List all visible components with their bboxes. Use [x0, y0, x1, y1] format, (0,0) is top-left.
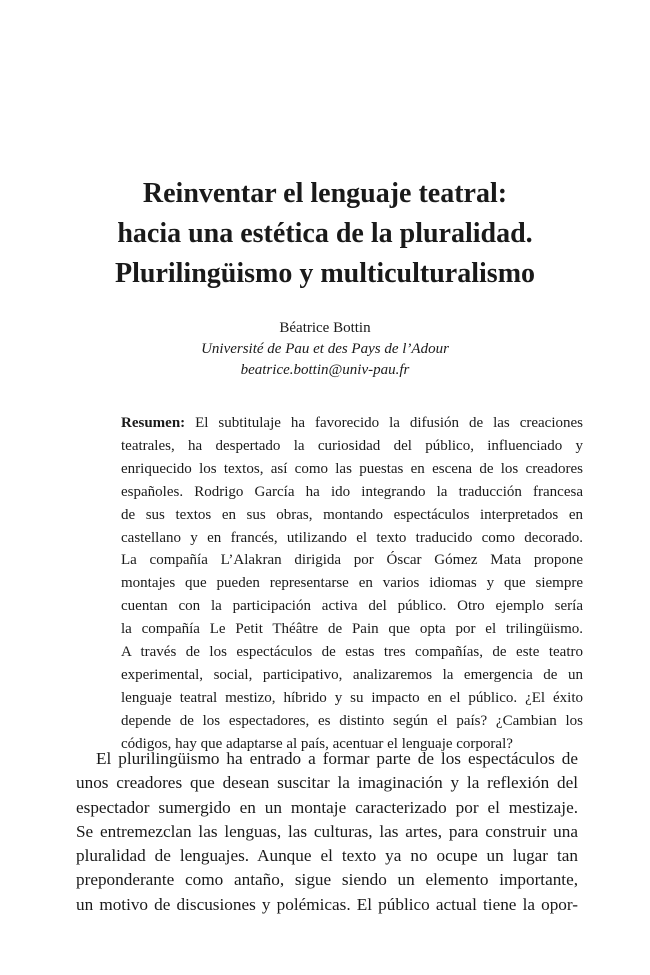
title-line-3: Plurilingüismo y multiculturalismo — [114, 258, 536, 289]
abstract-line: lenguaje teatral mestizo, híbrido y su impacto en el público. ¿El éxito — [121, 689, 583, 706]
article-title — [60, 174, 590, 294]
abstract-line: depende de los espectadores, es distinto según el país? ¿Cambian los — [121, 712, 583, 729]
abstract-line: montajes que pueden representarse en varios idiomas y que siempre — [121, 575, 583, 592]
body-line: un motivo de discusiones y polémicas. El público actual tiene la opor- — [76, 894, 578, 914]
abstract-line: experimental, social, participativo, analizaremos la emergencia de un — [121, 666, 583, 683]
author-affiliation: Université de Pau et des Pays de l’Adour — [201, 341, 449, 357]
abstract-line — [121, 412, 583, 435]
author-name: Béatrice Bottin — [279, 320, 371, 336]
abstract — [121, 412, 583, 756]
title-line-2: hacia una estética de la pluralidad. — [117, 218, 533, 249]
abstract-line: códigos, hay que adaptarse al país, acentuar el lenguaje corporal? — [121, 735, 513, 752]
abstract-line: teatrales, ha despertado la curiosidad del público, influenciado y — [121, 437, 583, 454]
title-line-1: Reinventar el lenguaje teatral: — [142, 178, 508, 209]
body-line: pluralidad de lenguajes. Aunque el texto ya no ocupe un lugar tan — [76, 846, 578, 866]
abstract-label: Resumen: — [121, 415, 186, 431]
body-line: preponderante como antaño, sigue siendo un elemento importante, — [76, 870, 578, 890]
author-email: beatrice.bottin@univ-pau.fr — [240, 362, 410, 378]
body-line: unos creadores que desean suscitar la imaginación y la reflexión del — [76, 773, 578, 793]
abstract-line-text: El subtitulaje ha favorecido la difusión de las creaciones — [185, 415, 583, 431]
author-block — [60, 318, 590, 381]
abstract-line: de sus textos en sus obras, montando espectáculos interpretados en — [121, 506, 583, 523]
body-line: El plurilingüismo ha entrado a formar parte de los espectáculos de — [96, 749, 578, 768]
abstract-line: castellano y en francés, utilizando el texto traducido como decorado. — [121, 529, 583, 546]
body-line: espectador sumergido en un montaje caracterizado por el mestizaje. — [76, 797, 578, 817]
body-paragraph — [76, 747, 578, 917]
abstract-line: españoles. Rodrigo García ha ido integrando la traducción francesa — [121, 483, 583, 500]
abstract-line: la compañía Le Petit Théâtre de Pain que opta por el trilingüismo. — [121, 621, 583, 638]
abstract-line: cuentan con la participación activa del público. Otro ejemplo sería — [121, 598, 583, 615]
body-line: Se entremezclan las lenguas, las culturas, las artes, para construir una — [76, 821, 578, 841]
abstract-line: enriquecido los textos, así como las puestas en escena de los creadores — [121, 460, 583, 477]
abstract-line: La compañía L’Alakran dirigida por Óscar Gómez Mata propone — [121, 552, 583, 569]
abstract-line: A través de los espectáculos de estas tres compañías, de este teatro — [121, 644, 583, 661]
